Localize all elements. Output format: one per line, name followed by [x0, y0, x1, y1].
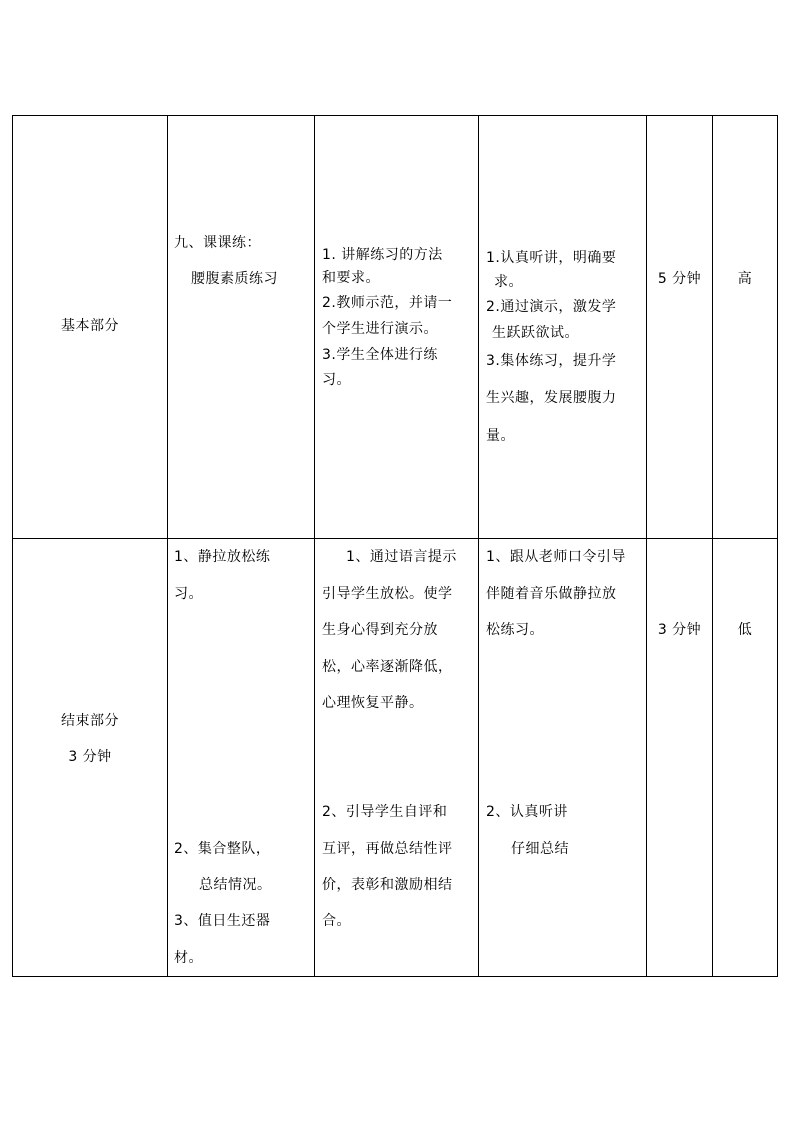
content-line: 1、静拉放松练	[174, 549, 271, 565]
student-activity-line: 3.集体练习，提升学	[486, 353, 617, 369]
teacher-activity-line: 个学生进行演示。	[322, 321, 438, 337]
student-activity-line: 仔细总结	[511, 841, 569, 857]
section-label: 结束部分	[61, 713, 119, 729]
content-line: 3、值日生还器	[174, 913, 271, 929]
teacher-activity-line: 和要求。	[322, 270, 380, 286]
teacher-activity-line: 松，心率逐渐降低，	[322, 659, 453, 675]
teacher-activity-line: 3.学生全体进行练	[322, 347, 438, 363]
content-line: 习。	[174, 586, 203, 602]
row-divider	[12, 538, 778, 539]
student-activity-line: 2、认真听讲	[486, 804, 568, 820]
teacher-activity-line: 习。	[322, 372, 351, 388]
column-border	[646, 115, 647, 977]
student-activity-line: 生兴趣，发展腰腹力	[486, 390, 617, 406]
teacher-activity-line: 生身心得到充分放	[322, 622, 438, 638]
column-border	[314, 115, 315, 977]
column-border	[167, 115, 168, 977]
teacher-activity-line: 合。	[322, 913, 351, 929]
teacher-activity-line: 2.教师示范，并请一	[322, 295, 453, 311]
table-right-border	[777, 115, 778, 977]
time-value: 5 分钟	[657, 271, 702, 287]
content-line: 2、集合整队，	[174, 841, 271, 857]
content-line: 总结情况。	[199, 877, 272, 893]
teacher-activity-line: 心理恢复平静。	[322, 695, 424, 711]
table-bottom-border	[12, 976, 778, 977]
student-activity-line: 1、跟从老师口令引导	[486, 549, 626, 565]
teacher-activity-line: 1、通过语言提示	[346, 549, 457, 565]
content-line: 材。	[174, 950, 203, 966]
student-activity-line: 量。	[486, 428, 515, 444]
student-activity-line: 生跃跃欲试。	[492, 325, 579, 341]
student-activity-line: 2.通过演示，激发学	[486, 299, 617, 315]
content-item: 腰腹素质练习	[191, 271, 278, 287]
column-border	[712, 115, 713, 977]
teacher-activity-line: 互评，再做总结性评	[322, 841, 453, 857]
content-title: 九、课课练：	[174, 235, 261, 251]
column-border	[478, 115, 479, 977]
table-top-border	[12, 115, 778, 116]
teacher-activity-line: 引导学生放松。使学	[322, 586, 453, 602]
teacher-activity-line: 价，表彰和激励相结	[322, 877, 453, 893]
student-activity-line: 伴随着音乐做静拉放	[486, 586, 617, 602]
section-time: 3 分钟	[68, 749, 112, 765]
student-activity-line: 1.认真听讲，明确要	[486, 250, 617, 266]
teacher-activity-line: 1. 讲解练习的方法	[322, 247, 443, 263]
section-label: 基本部分	[61, 318, 119, 334]
time-value: 3 分钟	[657, 622, 702, 638]
column-border	[12, 115, 13, 977]
student-activity-line: 求。	[494, 274, 523, 290]
intensity-value: 高	[737, 271, 753, 287]
teacher-activity-line: 2、引导学生自评和	[322, 804, 448, 820]
student-activity-line: 松练习。	[486, 622, 544, 638]
intensity-value: 低	[737, 622, 753, 638]
